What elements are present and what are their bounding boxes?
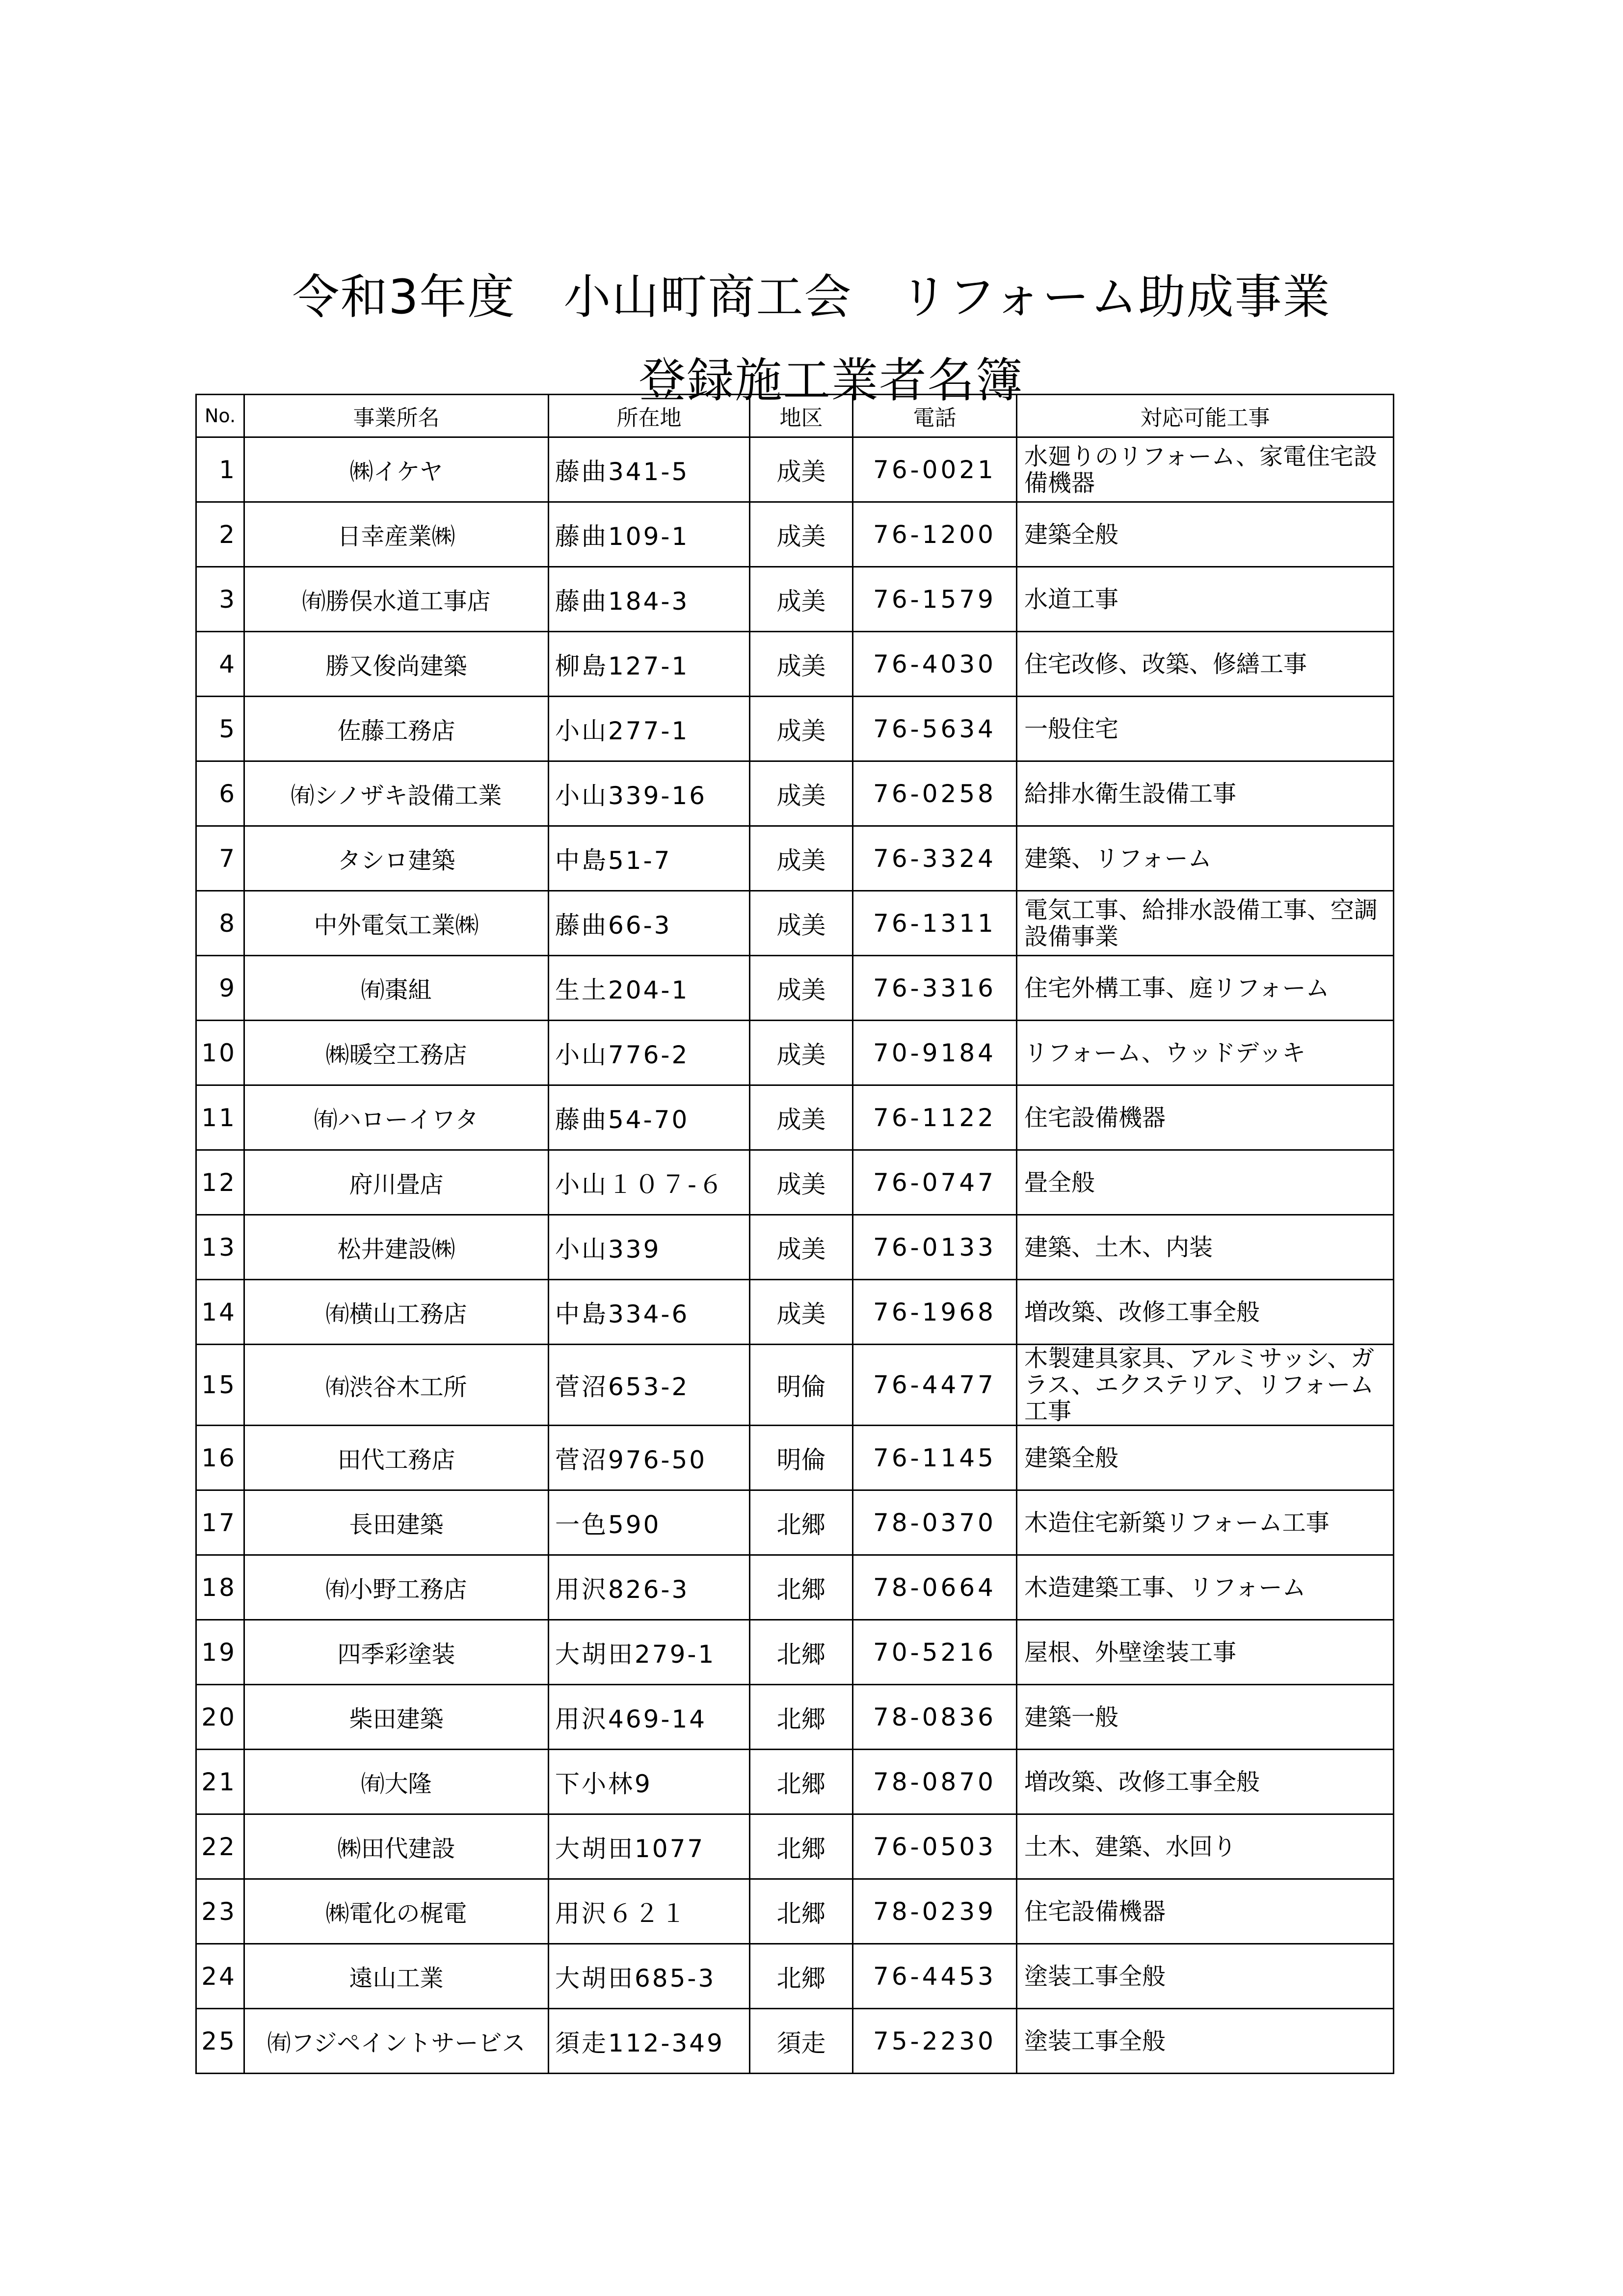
table-row bbox=[196, 1085, 1394, 1150]
available-work: 住宅設備機器 bbox=[1017, 1085, 1394, 1150]
business-name: 遠山工業 bbox=[244, 1944, 549, 2009]
area: 成美 bbox=[750, 761, 853, 826]
title-line-1: 令和3年度 小山町商工会 リフォーム助成事業 bbox=[292, 270, 1331, 324]
address: 下小林9 bbox=[549, 1750, 750, 1814]
address: 藤曲184-3 bbox=[549, 567, 750, 632]
table-row bbox=[196, 1620, 1394, 1685]
title-line-2: 登録施工業者名簿 bbox=[639, 353, 1024, 408]
address: 須走112-349 bbox=[549, 2009, 750, 2074]
table-row bbox=[196, 1879, 1394, 1944]
business-name: ㈱電化の梶電 bbox=[244, 1879, 549, 1944]
available-work: 建築全般 bbox=[1017, 502, 1394, 567]
table-row bbox=[196, 1555, 1394, 1620]
table-row bbox=[196, 697, 1394, 761]
address: 小山１０７-６ bbox=[549, 1150, 750, 1215]
area: 成美 bbox=[750, 1215, 853, 1280]
phone-number: 76-0133 bbox=[853, 1215, 1017, 1280]
address: 大胡田1077 bbox=[549, 1814, 750, 1879]
address: 小山339 bbox=[549, 1215, 750, 1280]
business-name: ㈱イケヤ bbox=[244, 437, 549, 502]
address: 柳島127-1 bbox=[549, 632, 750, 697]
contractor-roster-table bbox=[195, 394, 1394, 2074]
area: 明倫 bbox=[750, 1426, 853, 1490]
address: 藤曲341-5 bbox=[549, 437, 750, 502]
table-row bbox=[196, 1426, 1394, 1490]
phone-number: 76-1200 bbox=[853, 502, 1017, 567]
business-name: ㈲横山工務店 bbox=[244, 1280, 549, 1345]
business-name: タシロ建築 bbox=[244, 826, 549, 891]
phone-number: 76-0258 bbox=[853, 761, 1017, 826]
available-work: 増改築、改修工事全般 bbox=[1017, 1280, 1394, 1345]
table-row bbox=[196, 891, 1394, 956]
phone-number: 76-1968 bbox=[853, 1280, 1017, 1345]
row-number: 3 bbox=[196, 567, 244, 632]
table-row bbox=[196, 502, 1394, 567]
phone-number: 75-2230 bbox=[853, 2009, 1017, 2074]
row-number: 22 bbox=[196, 1814, 244, 1879]
header-available-work: 対応可能工事 bbox=[1017, 395, 1394, 437]
business-name: 中外電気工業㈱ bbox=[244, 891, 549, 956]
business-name: 佐藤工務店 bbox=[244, 697, 549, 761]
address: 中島334-6 bbox=[549, 1280, 750, 1345]
available-work: 建築、土木、内装 bbox=[1017, 1215, 1394, 1280]
phone-number: 76-1579 bbox=[853, 567, 1017, 632]
area: 成美 bbox=[750, 1280, 853, 1345]
phone-number: 76-1122 bbox=[853, 1085, 1017, 1150]
table-row bbox=[196, 632, 1394, 697]
table-row bbox=[196, 1215, 1394, 1280]
table-row bbox=[196, 1345, 1394, 1426]
table-row bbox=[196, 567, 1394, 632]
available-work: 塗装工事全般 bbox=[1017, 1944, 1394, 2009]
header-phone: 電話 bbox=[853, 395, 1017, 437]
business-name: ㈲フジペイントサービス bbox=[244, 2009, 549, 2074]
row-number: 23 bbox=[196, 1879, 244, 1944]
area: 成美 bbox=[750, 1021, 853, 1085]
row-number: 24 bbox=[196, 1944, 244, 2009]
table-row bbox=[196, 826, 1394, 891]
address: 菅沼653-2 bbox=[549, 1345, 750, 1426]
area: 北郷 bbox=[750, 1879, 853, 1944]
phone-number: 76-4453 bbox=[853, 1944, 1017, 2009]
header-area: 地区 bbox=[750, 395, 853, 437]
area: 北郷 bbox=[750, 1620, 853, 1685]
business-name: 長田建築 bbox=[244, 1490, 549, 1555]
area: 成美 bbox=[750, 891, 853, 956]
business-name: ㈱暖空工務店 bbox=[244, 1021, 549, 1085]
area: 北郷 bbox=[750, 1944, 853, 2009]
table-row bbox=[196, 437, 1394, 502]
phone-number: 76-3324 bbox=[853, 826, 1017, 891]
business-name: ㈲勝俣水道工事店 bbox=[244, 567, 549, 632]
row-number: 5 bbox=[196, 697, 244, 761]
business-name: ㈲渋谷木工所 bbox=[244, 1345, 549, 1426]
table-row bbox=[196, 1490, 1394, 1555]
row-number: 10 bbox=[196, 1021, 244, 1085]
phone-number: 78-0836 bbox=[853, 1685, 1017, 1750]
area: 成美 bbox=[750, 437, 853, 502]
business-name: ㈲ハローイワタ bbox=[244, 1085, 549, 1150]
row-number: 21 bbox=[196, 1750, 244, 1814]
address: 小山776-2 bbox=[549, 1021, 750, 1085]
address: 藤曲109-1 bbox=[549, 502, 750, 567]
address: 菅沼976-50 bbox=[549, 1426, 750, 1490]
business-name: ㈱田代建設 bbox=[244, 1814, 549, 1879]
phone-number: 76-4477 bbox=[853, 1345, 1017, 1426]
available-work: 建築全般 bbox=[1017, 1426, 1394, 1490]
header-address: 所在地 bbox=[549, 395, 750, 437]
phone-number: 76-3316 bbox=[853, 956, 1017, 1021]
area: 成美 bbox=[750, 956, 853, 1021]
table-row bbox=[196, 1150, 1394, 1215]
table-row bbox=[196, 1021, 1394, 1085]
address: 小山339-16 bbox=[549, 761, 750, 826]
area: 成美 bbox=[750, 567, 853, 632]
row-number: 4 bbox=[196, 632, 244, 697]
address: 中島51-7 bbox=[549, 826, 750, 891]
phone-number: 78-0664 bbox=[853, 1555, 1017, 1620]
phone-number: 76-0503 bbox=[853, 1814, 1017, 1879]
available-work: 建築一般 bbox=[1017, 1685, 1394, 1750]
available-work: 屋根、外壁塗装工事 bbox=[1017, 1620, 1394, 1685]
row-number: 14 bbox=[196, 1280, 244, 1345]
address: 一色590 bbox=[549, 1490, 750, 1555]
row-number: 18 bbox=[196, 1555, 244, 1620]
available-work: 住宅設備機器 bbox=[1017, 1879, 1394, 1944]
address: 用沢６２１ bbox=[549, 1879, 750, 1944]
business-name: ㈲シノザキ設備工業 bbox=[244, 761, 549, 826]
row-number: 17 bbox=[196, 1490, 244, 1555]
business-name: 四季彩塗装 bbox=[244, 1620, 549, 1685]
table-body bbox=[196, 437, 1394, 2074]
available-work: 塗装工事全般 bbox=[1017, 2009, 1394, 2074]
phone-number: 76-0747 bbox=[853, 1150, 1017, 1215]
phone-number: 78-0370 bbox=[853, 1490, 1017, 1555]
available-work: 木製建具家具、アルミサッシ、ガラス、エクステリア、リフォーム工事 bbox=[1017, 1345, 1394, 1426]
available-work: 建築、リフォーム bbox=[1017, 826, 1394, 891]
address: 小山277-1 bbox=[549, 697, 750, 761]
available-work: 水道工事 bbox=[1017, 567, 1394, 632]
area: 成美 bbox=[750, 826, 853, 891]
area: 北郷 bbox=[750, 1685, 853, 1750]
table-row bbox=[196, 1280, 1394, 1345]
address: 藤曲66-3 bbox=[549, 891, 750, 956]
available-work: 土木、建築、水回り bbox=[1017, 1814, 1394, 1879]
row-number: 2 bbox=[196, 502, 244, 567]
table-row bbox=[196, 2009, 1394, 2074]
phone-number: 78-0870 bbox=[853, 1750, 1017, 1814]
row-number: 16 bbox=[196, 1426, 244, 1490]
area: 北郷 bbox=[750, 1555, 853, 1620]
available-work: 水廻りのリフォーム、家電住宅設備機器 bbox=[1017, 437, 1394, 502]
phone-number: 76-1145 bbox=[853, 1426, 1017, 1490]
row-number: 12 bbox=[196, 1150, 244, 1215]
phone-number: 70-9184 bbox=[853, 1021, 1017, 1085]
available-work: 一般住宅 bbox=[1017, 697, 1394, 761]
phone-number: 76-0021 bbox=[853, 437, 1017, 502]
address: 大胡田685-3 bbox=[549, 1944, 750, 2009]
row-number: 11 bbox=[196, 1085, 244, 1150]
table-row bbox=[196, 1944, 1394, 2009]
phone-number: 76-5634 bbox=[853, 697, 1017, 761]
available-work: 住宅改修、改築、修繕工事 bbox=[1017, 632, 1394, 697]
business-name: ㈲大隆 bbox=[244, 1750, 549, 1814]
business-name: 日幸産業㈱ bbox=[244, 502, 549, 567]
area: 成美 bbox=[750, 632, 853, 697]
header-no: No. bbox=[196, 395, 244, 437]
phone-number: 76-1311 bbox=[853, 891, 1017, 956]
phone-number: 78-0239 bbox=[853, 1879, 1017, 1944]
phone-number: 76-4030 bbox=[853, 632, 1017, 697]
business-name: ㈲小野工務店 bbox=[244, 1555, 549, 1620]
area: 成美 bbox=[750, 502, 853, 567]
row-number: 15 bbox=[196, 1345, 244, 1426]
area: 北郷 bbox=[750, 1490, 853, 1555]
available-work: 木造住宅新築リフォーム工事 bbox=[1017, 1490, 1394, 1555]
row-number: 9 bbox=[196, 956, 244, 1021]
row-number: 1 bbox=[196, 437, 244, 502]
row-number: 8 bbox=[196, 891, 244, 956]
area: 成美 bbox=[750, 1150, 853, 1215]
available-work: 給排水衛生設備工事 bbox=[1017, 761, 1394, 826]
row-number: 19 bbox=[196, 1620, 244, 1685]
area: 北郷 bbox=[750, 1750, 853, 1814]
area: 明倫 bbox=[750, 1345, 853, 1426]
row-number: 7 bbox=[196, 826, 244, 891]
address: 大胡田279-1 bbox=[549, 1620, 750, 1685]
row-number: 13 bbox=[196, 1215, 244, 1280]
available-work: 畳全般 bbox=[1017, 1150, 1394, 1215]
area: 北郷 bbox=[750, 1814, 853, 1879]
header-business-name: 事業所名 bbox=[244, 395, 549, 437]
area: 成美 bbox=[750, 697, 853, 761]
row-number: 20 bbox=[196, 1685, 244, 1750]
table-row bbox=[196, 761, 1394, 826]
row-number: 6 bbox=[196, 761, 244, 826]
business-name: 田代工務店 bbox=[244, 1426, 549, 1490]
business-name: ㈲棗組 bbox=[244, 956, 549, 1021]
address: 用沢826-3 bbox=[549, 1555, 750, 1620]
business-name: 府川畳店 bbox=[244, 1150, 549, 1215]
table-row bbox=[196, 1750, 1394, 1814]
available-work: リフォーム、ウッドデッキ bbox=[1017, 1021, 1394, 1085]
table-header-row bbox=[196, 395, 1394, 437]
address: 用沢469-14 bbox=[549, 1685, 750, 1750]
table-row bbox=[196, 1814, 1394, 1879]
available-work: 増改築、改修工事全般 bbox=[1017, 1750, 1394, 1814]
area: 成美 bbox=[750, 1085, 853, 1150]
table-row bbox=[196, 956, 1394, 1021]
available-work: 住宅外構工事、庭リフォーム bbox=[1017, 956, 1394, 1021]
available-work: 電気工事、給排水設備工事、空調設備事業 bbox=[1017, 891, 1394, 956]
address: 藤曲54-70 bbox=[549, 1085, 750, 1150]
area: 須走 bbox=[750, 2009, 853, 2074]
business-name: 勝又俊尚建築 bbox=[244, 632, 549, 697]
row-number: 25 bbox=[196, 2009, 244, 2074]
table-row bbox=[196, 1685, 1394, 1750]
business-name: 柴田建築 bbox=[244, 1685, 549, 1750]
business-name: 松井建設㈱ bbox=[244, 1215, 549, 1280]
available-work: 木造建築工事、リフォーム bbox=[1017, 1555, 1394, 1620]
phone-number: 70-5216 bbox=[853, 1620, 1017, 1685]
address: 生土204-1 bbox=[549, 956, 750, 1021]
